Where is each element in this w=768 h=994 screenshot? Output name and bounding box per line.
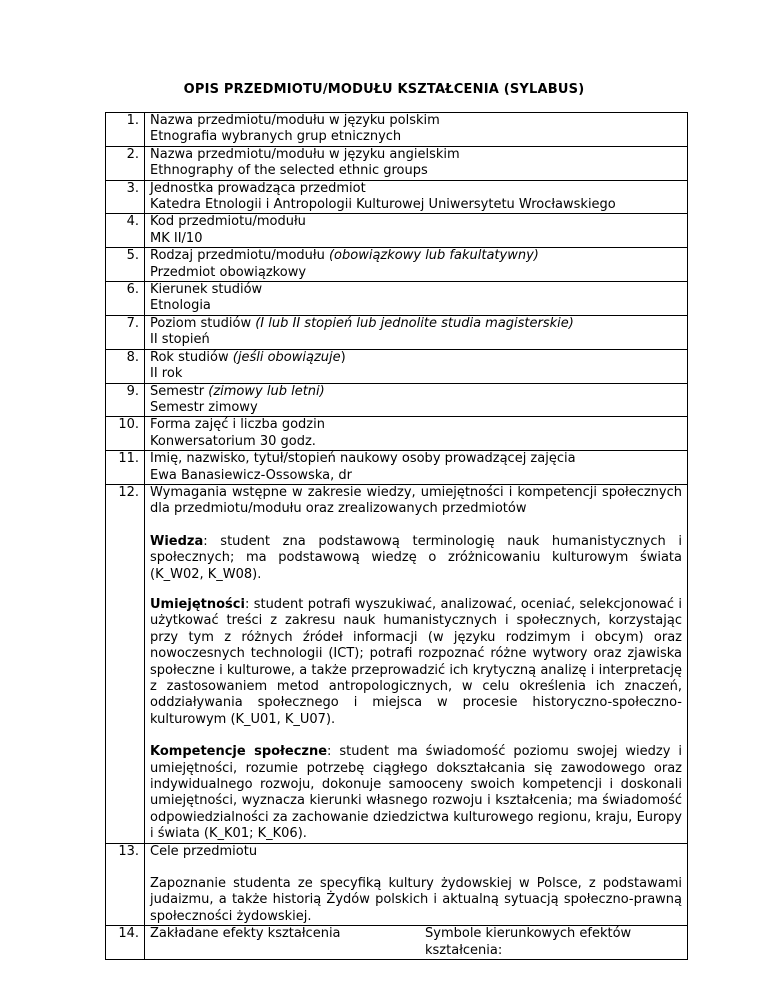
- table-row: [106, 349, 688, 383]
- row-label-suffix: ): [340, 349, 346, 365]
- table-row: [106, 926, 688, 960]
- row-label: [150, 282, 682, 298]
- table-row: [106, 451, 688, 485]
- row-content: [145, 214, 688, 248]
- table-row: [106, 383, 688, 417]
- row-number: 3.: [106, 180, 145, 214]
- row-content: [145, 349, 688, 383]
- row-value: Konwersatorium 30 godz.: [150, 433, 316, 449]
- row-number: 1.: [106, 113, 145, 147]
- row-content: [145, 248, 688, 282]
- row-number: 11.: [106, 451, 145, 485]
- row-value: Etnologia: [150, 298, 211, 314]
- row-number: 4.: [106, 214, 145, 248]
- row-value: Ethnography of the selected ethnic groups: [150, 163, 428, 179]
- row-number: 10.: [106, 417, 145, 451]
- row-label-hint: (obowiązkowy lub fakultatywny): [328, 248, 539, 264]
- goals-text: Zapoznanie studenta ze specyfiką kultury żydowskiej w Polsce, z podstawami judaizmu, a także historią Żydów polskich i aktualną sytuacją społeczno-prawną społeczności żydowskiej.: [150, 876, 682, 924]
- row-label-text: Rodzaj przedmiotu/modułu: [150, 248, 329, 264]
- competences-text: : student ma świadomość poziomu swojej wiedzy i umiejętności, rozumie potrzebę ciągłego dokształcania się zawodowego oraz indywidualnego rozwoju, dokonuje samooceny swoich kompetencji i doskonali umiejętności, wyznacza kierunki własnego rozwoju i kształcenia; ma świadomość odpowiedzialności za zachowanie dziedzictwa kulturowego regionu, kraju, Europy i świata (K_K01; K_K06).: [150, 744, 682, 842]
- table-row: [106, 180, 688, 214]
- requirements-competences: [150, 744, 682, 842]
- row-label-hint: (I lub II stopień lub jednolite studia magisterskie): [255, 315, 574, 331]
- table-row: [106, 248, 688, 282]
- goals-label: Cele przedmiotu: [150, 843, 258, 859]
- row-label-text: Nazwa przedmiotu/modułu w języku polskim: [150, 113, 440, 128]
- row-label: [150, 417, 682, 433]
- row-number: 14.: [106, 926, 145, 960]
- requirements-intro: Wymagania wstępne w zakresie wiedzy, umiejętności i kompetencji społecznych dla przedmiotu/modułu oraz zrealizowanych przedmiotów: [150, 484, 682, 517]
- row-label-text: Kierunek studiów: [150, 282, 263, 298]
- row-label-text: Poziom studiów: [150, 315, 256, 331]
- row-value: II stopień: [150, 332, 210, 348]
- row-number: 2.: [106, 146, 145, 180]
- row-label-text: Forma zajęć i liczba godzin: [150, 417, 325, 433]
- row-label-hint: (jeśli obowiązuje: [232, 349, 341, 365]
- row-label: [150, 181, 682, 197]
- row-label: [150, 113, 682, 129]
- row-label: [150, 248, 682, 264]
- row-label-text: Semestr: [150, 383, 209, 399]
- row-label-text: Nazwa przedmiotu/modułu w języku angielskim: [150, 146, 460, 162]
- row-label: [150, 350, 682, 366]
- row-number: 13.: [106, 843, 145, 926]
- requirements-knowledge: [150, 534, 682, 583]
- row-label-hint: (zimowy lub letni): [208, 383, 325, 399]
- outcomes-label: Zakładane efekty kształcenia: [150, 926, 341, 942]
- row-number: 5.: [106, 248, 145, 282]
- row-number: 12.: [106, 484, 145, 843]
- document-title: OPIS PRZEDMIOTU/MODUŁU KSZTAŁCENIA (SYLABUS): [183, 82, 585, 97]
- row-content: [145, 315, 688, 349]
- row-label-text: Jednostka prowadząca przedmiot: [150, 180, 366, 196]
- syllabus-table: [105, 112, 688, 960]
- table-row: [106, 282, 688, 316]
- requirements-skills: [150, 597, 682, 728]
- competences-heading: Kompetencje społeczne: [150, 744, 328, 760]
- requirements-cell: [145, 484, 688, 843]
- row-number: 9.: [106, 383, 145, 417]
- goals-cell: [145, 843, 688, 926]
- row-value: Przedmiot obowiązkowy: [150, 264, 307, 280]
- table-row: [106, 214, 688, 248]
- row-label-text: Imię, nazwisko, tytuł/stopień naukowy osoby prowadzącej zajęcia: [150, 451, 576, 467]
- row-content: [145, 417, 688, 451]
- row-content: [145, 383, 688, 417]
- row-content: [145, 451, 688, 485]
- row-value: Etnografia wybranych grup etnicznych: [150, 129, 402, 145]
- row-value: II rok: [150, 366, 183, 382]
- row-value: Katedra Etnologii i Antropologii Kulturowej Uniwersytetu Wrocławskiego: [150, 197, 616, 213]
- table-row: [106, 315, 688, 349]
- row-number: 7.: [106, 315, 145, 349]
- table-row: [106, 146, 688, 180]
- knowledge-text: : student zna podstawową terminologię nauk humanistycznych i społecznych; ma podstawową wiedzę o zróżnicowaniu kulturowym świata (K_W02, K_W08).: [150, 533, 682, 582]
- row-label: [150, 451, 682, 467]
- table-row: [106, 843, 688, 926]
- row-content: [145, 146, 688, 180]
- row-label: [150, 147, 682, 163]
- row-content: [145, 113, 688, 147]
- row-value: Semestr zimowy: [150, 399, 258, 415]
- row-label: [150, 214, 682, 230]
- skills-heading: Umiejętności: [150, 596, 245, 612]
- row-label-text: Rok studiów: [150, 349, 233, 365]
- table-row: [106, 113, 688, 147]
- knowledge-heading: Wiedza: [150, 533, 204, 549]
- row-content: [145, 282, 688, 316]
- row-content: [145, 180, 688, 214]
- skills-text: : student potrafi wyszukiwać, analizować, oceniać, selekcjonować i użytkować treści z zakresu nauk humanistycznych i społecznych, korzystając przy tym z różnych źródeł informacji (w języku rodzimym i obcym) oraz nowoczesnych technologii (ICT); potrafi rozpoznać różne wytwory oraz zjawiska społeczne i kulturowe, a także przeprowadzić ich krytyczną analizę i interpretację z zastosowaniem metod antropologicznych, w celu określenia ich znaczeń, oddziaływania społecznego i miejsca w procesie historyczno-społeczno-kulturowym (K_U01, K_U07).: [150, 596, 682, 727]
- row-label-text: Kod przedmiotu/modułu: [150, 214, 306, 230]
- row-value: MK II/10: [150, 230, 203, 246]
- table-row: [106, 484, 688, 843]
- row-label: [150, 384, 682, 400]
- outcomes-cell: [145, 926, 688, 960]
- outcomes-symbols: Symbole kierunkowych efektów kształcenia:: [425, 926, 632, 958]
- table-row: [106, 417, 688, 451]
- row-number: 8.: [106, 349, 145, 383]
- row-value: Ewa Banasiewicz-Ossowska, dr: [150, 467, 352, 483]
- row-number: 6.: [106, 282, 145, 316]
- row-label: [150, 316, 682, 332]
